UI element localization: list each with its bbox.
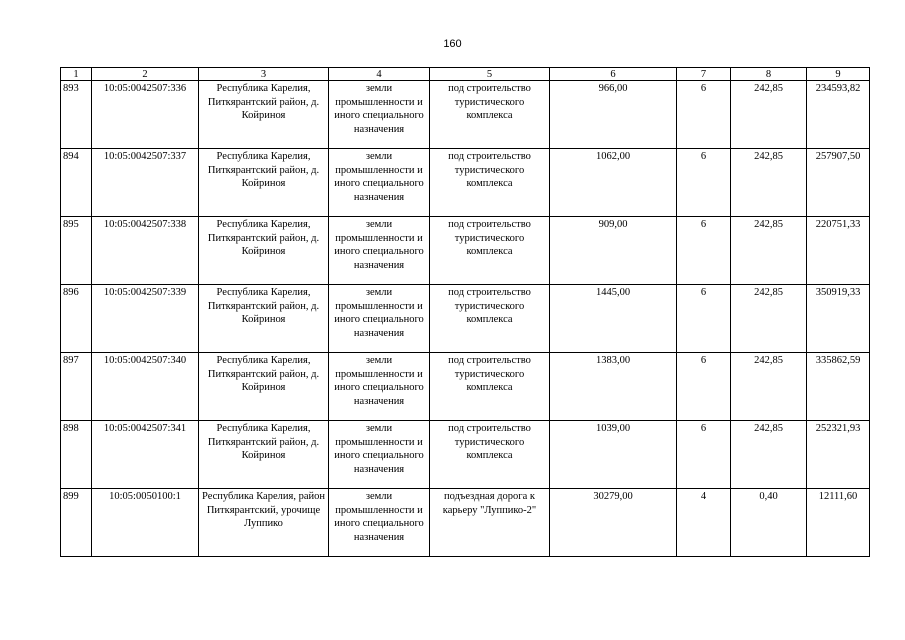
address-cell: Республика Карелия, район Питкярантский, урочище Луппико [199,489,329,557]
table-row [61,421,870,489]
cadastral-number-cell: 10:05:0042507:336 [92,81,199,149]
table-row [61,81,870,149]
group-cell: 6 [677,421,731,489]
cadastral-value-cell: 257907,50 [807,149,870,217]
column-header: 3 [199,68,329,81]
column-header: 6 [550,68,677,81]
area-cell: 909,00 [550,217,677,285]
cadastral-number-cell: 10:05:0042507:339 [92,285,199,353]
table-row [61,217,870,285]
land-plot-table [60,67,870,557]
group-cell: 6 [677,217,731,285]
cadastral-value-cell: 234593,82 [807,81,870,149]
group-cell: 6 [677,81,731,149]
row-number-cell: 896 [61,285,92,353]
specific-value-cell: 242,85 [731,149,807,217]
permitted-use-cell: под строительство туристического комплекса [430,149,550,217]
land-category-cell: земли промышленности и иного специального назначения [329,421,430,489]
group-cell: 6 [677,149,731,217]
area-cell: 1062,00 [550,149,677,217]
row-number-cell: 894 [61,149,92,217]
cadastral-number-cell: 10:05:0042507:340 [92,353,199,421]
permitted-use-cell: под строительство туристического комплекса [430,353,550,421]
row-number-cell: 895 [61,217,92,285]
group-cell: 6 [677,353,731,421]
row-number-cell: 897 [61,353,92,421]
address-cell: Республика Карелия, Питкярантский район, д. Койриноя [199,285,329,353]
address-cell: Республика Карелия, Питкярантский район, д. Койриноя [199,81,329,149]
group-cell: 4 [677,489,731,557]
column-header: 7 [677,68,731,81]
cadastral-value-cell: 335862,59 [807,353,870,421]
address-cell: Республика Карелия, Питкярантский район, д. Койриноя [199,421,329,489]
column-header: 9 [807,68,870,81]
land-category-cell: земли промышленности и иного специального назначения [329,353,430,421]
permitted-use-cell: под строительство туристического комплекса [430,217,550,285]
group-cell: 6 [677,285,731,353]
specific-value-cell: 242,85 [731,217,807,285]
permitted-use-cell: под строительство туристического комплекса [430,81,550,149]
land-category-cell: земли промышленности и иного специального назначения [329,149,430,217]
table-row [61,489,870,557]
cadastral-number-cell: 10:05:0050100:1 [92,489,199,557]
column-header: 2 [92,68,199,81]
cadastral-value-cell: 350919,33 [807,285,870,353]
area-cell: 1039,00 [550,421,677,489]
permitted-use-cell: под строительство туристического комплекса [430,421,550,489]
cadastral-value-cell: 220751,33 [807,217,870,285]
land-category-cell: земли промышленности и иного специального назначения [329,489,430,557]
address-cell: Республика Карелия, Питкярантский район, д. Койриноя [199,353,329,421]
address-cell: Республика Карелия, Питкярантский район, д. Койриноя [199,149,329,217]
table-row [61,353,870,421]
area-cell: 30279,00 [550,489,677,557]
row-number-cell: 899 [61,489,92,557]
address-cell: Республика Карелия, Питкярантский район, д. Койриноя [199,217,329,285]
permitted-use-cell: под строительство туристического комплекса [430,285,550,353]
header-row [61,68,870,81]
table-row [61,149,870,217]
land-category-cell: земли промышленности и иного специального назначения [329,81,430,149]
area-cell: 1383,00 [550,353,677,421]
cadastral-number-cell: 10:05:0042507:338 [92,217,199,285]
cadastral-value-cell: 252321,93 [807,421,870,489]
specific-value-cell: 242,85 [731,81,807,149]
column-header: 8 [731,68,807,81]
cadastral-value-cell: 12111,60 [807,489,870,557]
land-category-cell: земли промышленности и иного специального назначения [329,217,430,285]
specific-value-cell: 242,85 [731,353,807,421]
row-number-cell: 898 [61,421,92,489]
column-header: 5 [430,68,550,81]
column-header: 4 [329,68,430,81]
cadastral-number-cell: 10:05:0042507:341 [92,421,199,489]
page-number: 160 [443,38,462,50]
specific-value-cell: 242,85 [731,285,807,353]
specific-value-cell: 0,40 [731,489,807,557]
table-row [61,285,870,353]
land-category-cell: земли промышленности и иного специального назначения [329,285,430,353]
area-cell: 966,00 [550,81,677,149]
cadastral-number-cell: 10:05:0042507:337 [92,149,199,217]
specific-value-cell: 242,85 [731,421,807,489]
row-number-cell: 893 [61,81,92,149]
permitted-use-cell: подъездная дорога к карьеру "Луппико-2" [430,489,550,557]
column-header: 1 [61,68,92,81]
area-cell: 1445,00 [550,285,677,353]
